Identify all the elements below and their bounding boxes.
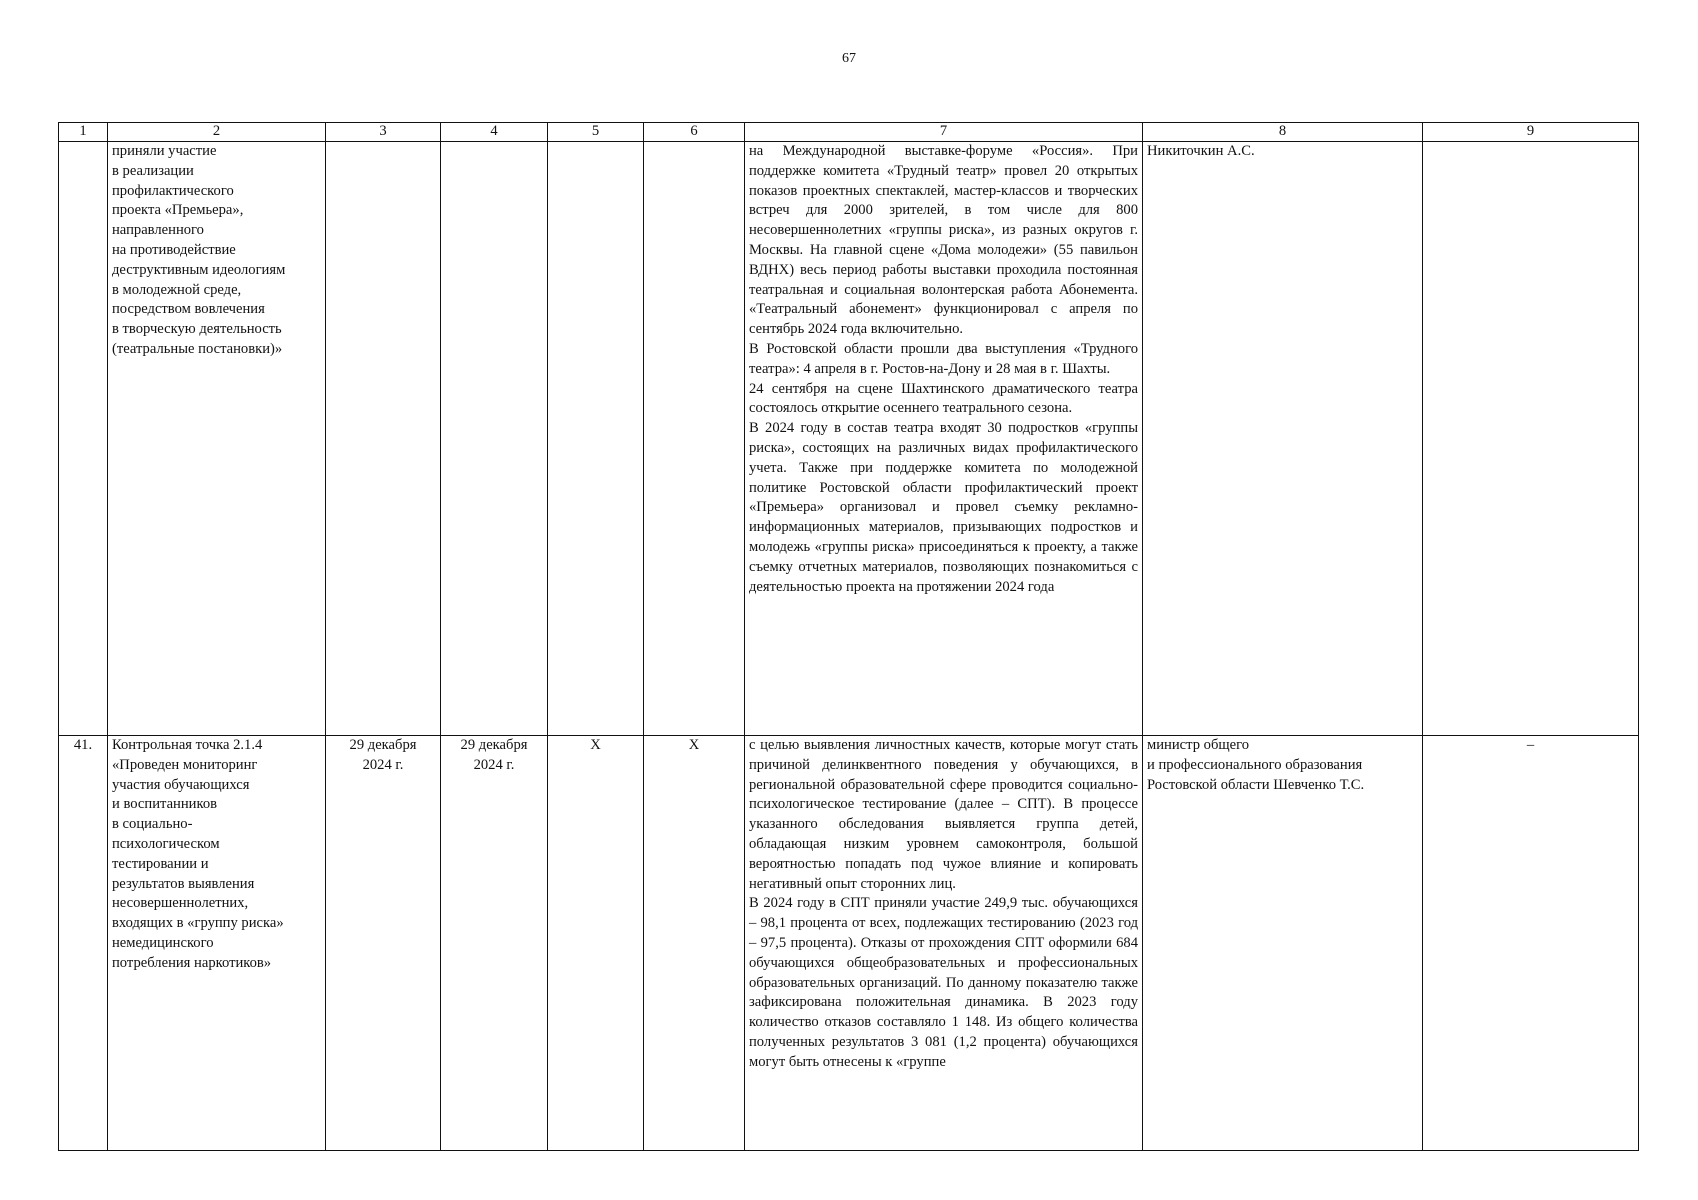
cell-line: в молодежной среде, — [112, 281, 242, 298]
cell-paragraph: с целью выявления личностных качеств, которые могут стать причиной делинквентного поведения у обучающихся, в региональной образовательной сфере проводится социально-психологическое тестирование (далее – СПТ). В процессе указанного обследования выявляется группа детей, обладающая низким уровнем самоконтроля, большой вероятностью попадать под чужое влияние и копировать негативный опыт сторонних лиц. — [749, 737, 1138, 892]
cell-col-5 — [548, 142, 644, 736]
col-header-7: 7 — [745, 123, 1143, 142]
cell-responsible — [1143, 142, 1423, 736]
cell-col-5: Х — [548, 736, 644, 1151]
cell-line: тестировании и — [112, 855, 209, 872]
document-table — [58, 122, 1639, 1151]
cell-line: результатов выявления — [112, 875, 255, 892]
cell-line: 2024 г. — [362, 756, 404, 773]
cell-line: Никиточкин А.С. — [1147, 143, 1255, 159]
cell-line: проекта «Премьера», — [112, 202, 244, 219]
cell-line: в реализации — [112, 162, 194, 179]
page-number: 67 — [842, 51, 856, 66]
cell-line: Контрольная точка 2.1.4 — [112, 737, 263, 753]
cell-line: 2024 г. — [473, 756, 515, 773]
col-header-2: 2 — [108, 123, 326, 142]
cell-paragraph: В 2024 году в состав театра входят 30 подростков «группы риска», состоящих на различных видах профилактического учета. Также при поддержке комитета по молодежной политике Ростовской области профилактический проект «Премьера» организовал и провел съемку рекламно-информационных материалов, призывающих подростков и молодежь «группы риска» присоединяться к проекту, а также съемку отчетных материалов, позволяющих познакомиться с деятельностью проекта на протяжении 2024 года — [749, 420, 1138, 595]
cell-line: (театральные постановки)» — [112, 340, 283, 357]
cell-line: Ростовской области Шевченко Т.С. — [1147, 776, 1365, 793]
cell-line: и воспитанников — [112, 796, 218, 813]
col-header-1: 1 — [59, 123, 108, 142]
cell-col-9 — [1423, 142, 1639, 736]
cell-col-6: Х — [644, 736, 745, 1151]
cell-paragraph: на Международной выставке-форуме «Россия». При поддержке комитета «Трудный театр» провел 20 открытых показов проектных спектаклей, мастер-классов и творческих встреч для 2000 зрителей, в том числе для 800 несовершеннолетних «группы риска», из разных округов г. Москвы. На главной сцене «Дома молодежи» (55 павильон ВДНХ) весь период работы выставки проходила постоянная театральная и социальная волонтерская работа Абонемента. «Театральный абонемент» функционировал с апреля по сентябрь 2024 года включительно. — [749, 143, 1138, 338]
cell-actual-date — [441, 142, 548, 736]
col-header-9: 9 — [1423, 123, 1639, 142]
table-row — [59, 736, 1639, 1151]
cell-line: направленного — [112, 222, 204, 239]
cell-line: «Проведен мониторинг — [112, 756, 258, 773]
cell-event-name — [108, 736, 326, 1151]
cell-paragraph: 24 сентября на сцене Шахтинского драматического театра состоялось открытие осеннего театрального сезона. — [749, 380, 1138, 417]
cell-responsible — [1143, 736, 1423, 1151]
cell-line: в творческую деятельность — [112, 321, 282, 338]
cell-col-9: – — [1423, 736, 1639, 1151]
cell-line: деструктивным идеологиям — [112, 261, 286, 278]
cell-number — [59, 142, 108, 736]
cell-results — [745, 142, 1143, 736]
cell-line: немедицинского — [112, 934, 214, 951]
cell-line: министр общего — [1147, 737, 1249, 753]
cell-planned-date — [326, 736, 441, 1151]
col-header-5: 5 — [548, 123, 644, 142]
col-header-6: 6 — [644, 123, 745, 142]
cell-line: психологическом — [112, 835, 220, 852]
cell-planned-date — [326, 142, 441, 736]
cell-event-name — [108, 142, 326, 736]
table-row — [59, 142, 1639, 736]
header-row — [59, 123, 1639, 142]
cell-paragraph: В 2024 году в СПТ приняли участие 249,9 тыс. обучающихся – 98,1 процента от всех, подлежащих тестированию (2023 год – 97,5 процента). Отказы от прохождения СПТ оформили 684 обучающихся общеобразовательных и профессиональных образовательных организаций. По данному показателю также зафиксирована положительная динамика. В 2023 году количество отказов составляло 1 148. Из общего количества полученных результатов 3 081 (1,2 процента) обучающихся могут быть отнесены к «группе — [749, 895, 1138, 1070]
cell-number: 41. — [59, 736, 108, 1151]
cell-line: участия обучающихся — [112, 776, 250, 793]
cell-line: в социально- — [112, 816, 193, 833]
cell-actual-date — [441, 736, 548, 1151]
cell-line: входящих в «группу риска» — [112, 915, 284, 932]
cell-results — [745, 736, 1143, 1151]
cell-line: 29 декабря — [460, 737, 528, 753]
col-header-4: 4 — [441, 123, 548, 142]
cell-paragraph: В Ростовской области прошли два выступления «Трудного театра»: 4 апреля в г. Ростов-на-Дону и 28 мая в г. Шахты. — [749, 340, 1138, 377]
col-header-8: 8 — [1143, 123, 1423, 142]
cell-line: профилактического — [112, 182, 234, 199]
cell-line: несовершеннолетних, — [112, 895, 249, 912]
cell-col-6 — [644, 142, 745, 736]
col-header-3: 3 — [326, 123, 441, 142]
cell-line: на противодействие — [112, 241, 236, 258]
cell-line: приняли участие — [112, 143, 217, 159]
cell-line: и профессионального образования — [1147, 756, 1363, 773]
cell-line: 29 декабря — [349, 737, 417, 753]
cell-line: посредством вовлечения — [112, 301, 265, 318]
cell-line: потребления наркотиков» — [112, 954, 272, 971]
